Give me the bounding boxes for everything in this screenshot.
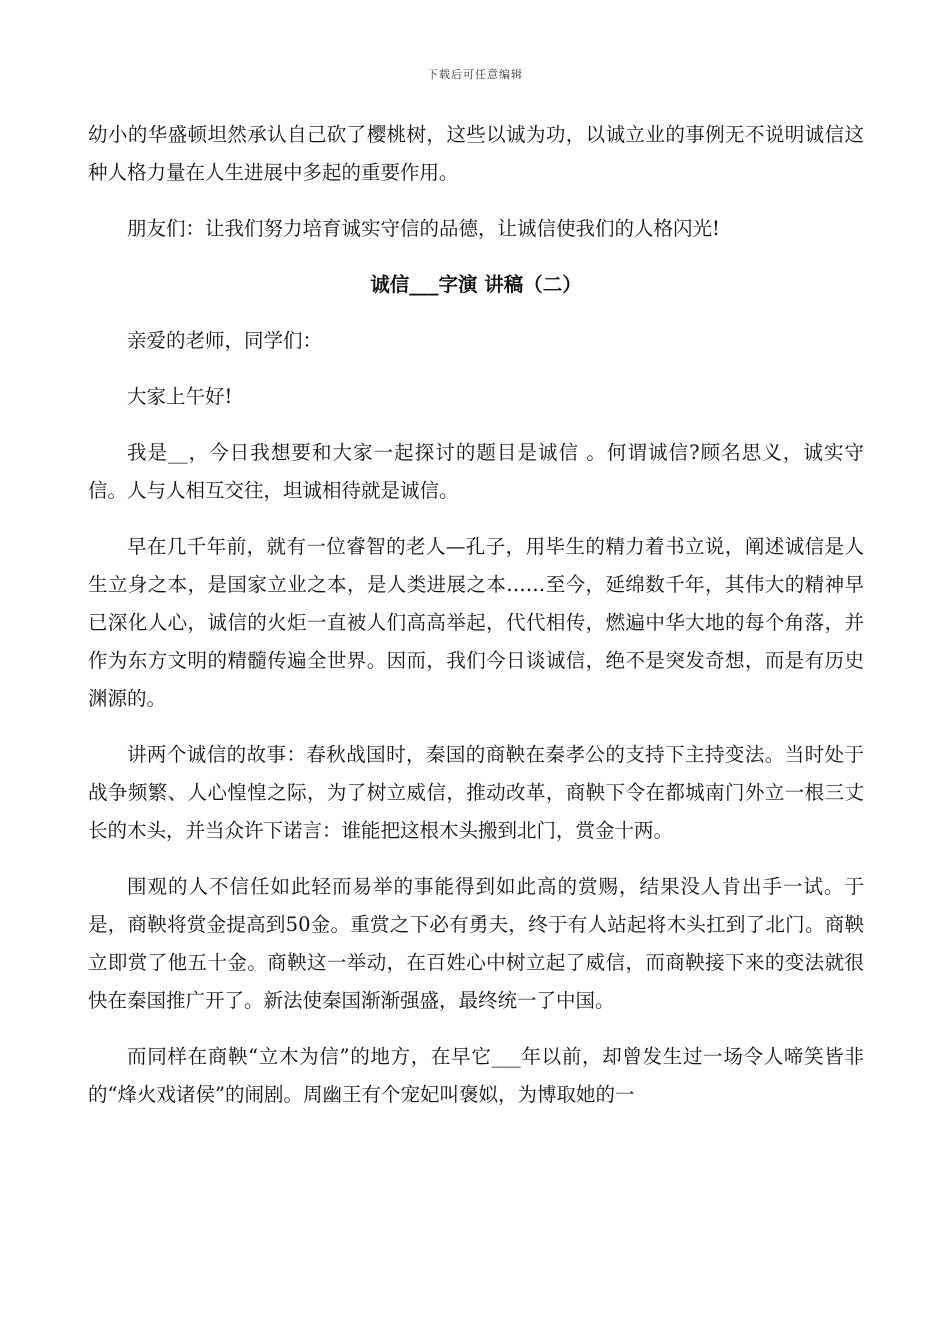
paragraph-closing: 朋友们：让我们努力培育诚实守信的品德，让诚信使我们的人格闪光! [127,217,720,240]
header-note: 下载后可任意编辑 [427,68,523,81]
paragraph-confucius: 早在几千年前，就有一位睿智的老人—孔子，用毕生的精力着书立说，阐述诚信是人生立身之本，是国家立业之本，是人类进展之本……至今，延绵数千年，其伟大的精神早已深化人心，诚信的火炬一直被人们高高举起，代代相传，燃遍中华大地的每个角落，并作为东方文明的精髓传遍全世界。因而，我们今日谈诚信，绝不是突发奇想，而是有历史渊源的。 [88,535,864,710]
paragraph-beacon-fire: 而同样在商鞅“立木为信”的地方，在早它___年以前，却曾发生过一场令人啼笑皆非 的“烽火戏诸侯”的闹剧。周幽王有个宠妃叫褒姒，为博取她的一 [88,1045,864,1106]
paragraph-washington: 幼小的华盛顿坦然承认自己砍了樱桃树，这些以诚为功，以诚立业的事例无不说明诚信这种人格力量在人生进展中多起的重要作用。 [88,123,864,184]
speech-title: 诚信___字演 讲稿（二） [370,273,582,296]
document-body [88,116,864,1114]
paragraph-topic: 我是__，今日我想要和大家一起探讨的题目是诚信 。何谓诚信?顾名思义，诚实守信。人与人相互交往，坦诚相待就是诚信。 [88,441,864,502]
paragraph-good-morning: 大家上午好! [127,385,233,408]
paragraph-greeting: 亲爱的老师，同学们： [127,329,323,352]
paragraph-shang-yang-story: 讲两个诚信的故事：春秋战国时，秦国的商鞅在秦孝公的支持下主持变法。当时处于战争频繁、人心惶惶之际，为了树立威信，推动改革，商鞅下令在都城南门外立一根三丈长的木头，并当众许下诺言：谁能把这根木头搬到北门，赏金十两。 [88,743,864,842]
paragraph-reward: 围观的人不信任如此轻而易举的事能得到如此高的赏赐，结果没人肯出手一试。于是，商鞅将赏金提高到50金。重赏之下必有勇夫，终于有人站起将木头扛到了北门。商鞅立即赏了他五十金。商鞅这一举动，在百姓心中树立起了威信，而商鞅接下来的变法就很快在秦国推广开了。新法使秦国渐渐强盛，最终统一了中国。 [88,875,864,1012]
